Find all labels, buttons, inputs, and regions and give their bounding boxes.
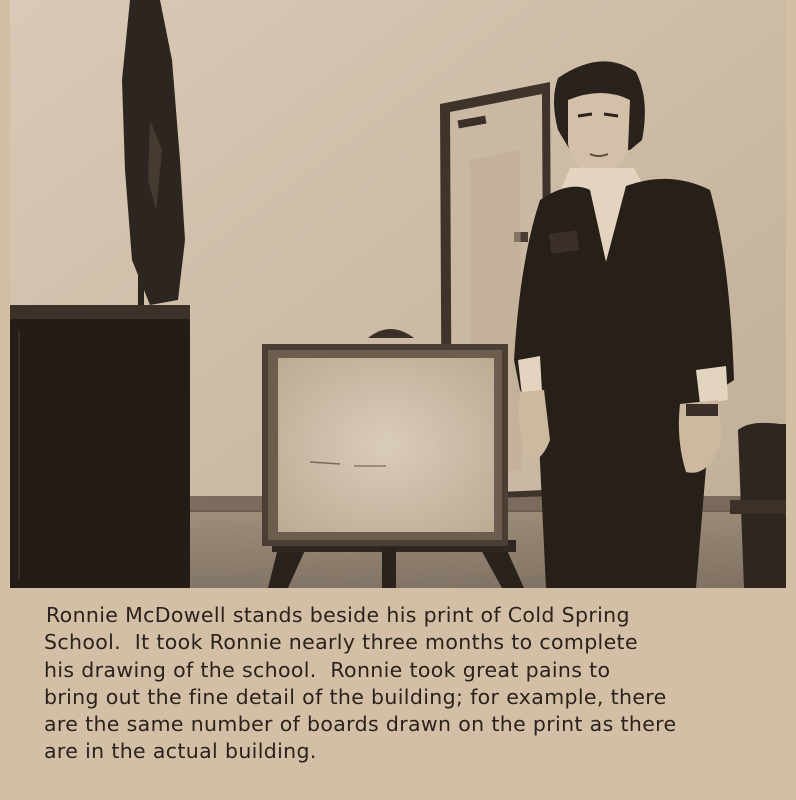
caption-line: Ronnie McDowell stands beside his print of Cold Spring — [46, 603, 630, 627]
podium — [10, 305, 190, 588]
photo-illustration — [10, 0, 786, 588]
photo-caption — [46, 602, 776, 766]
caption-line: bring out the fine detail of the building; for example, there — [44, 684, 667, 709]
caption-line: his drawing of the school. Ronnie took great pains to — [44, 657, 611, 682]
caption-line: are the same number of boards drawn on the print as there — [44, 712, 677, 737]
caption-line: are in the actual building. — [44, 739, 317, 764]
photo — [10, 0, 786, 588]
caption-line: School. It took Ronnie nearly three months to complete — [44, 630, 638, 655]
framed-print — [262, 344, 508, 546]
